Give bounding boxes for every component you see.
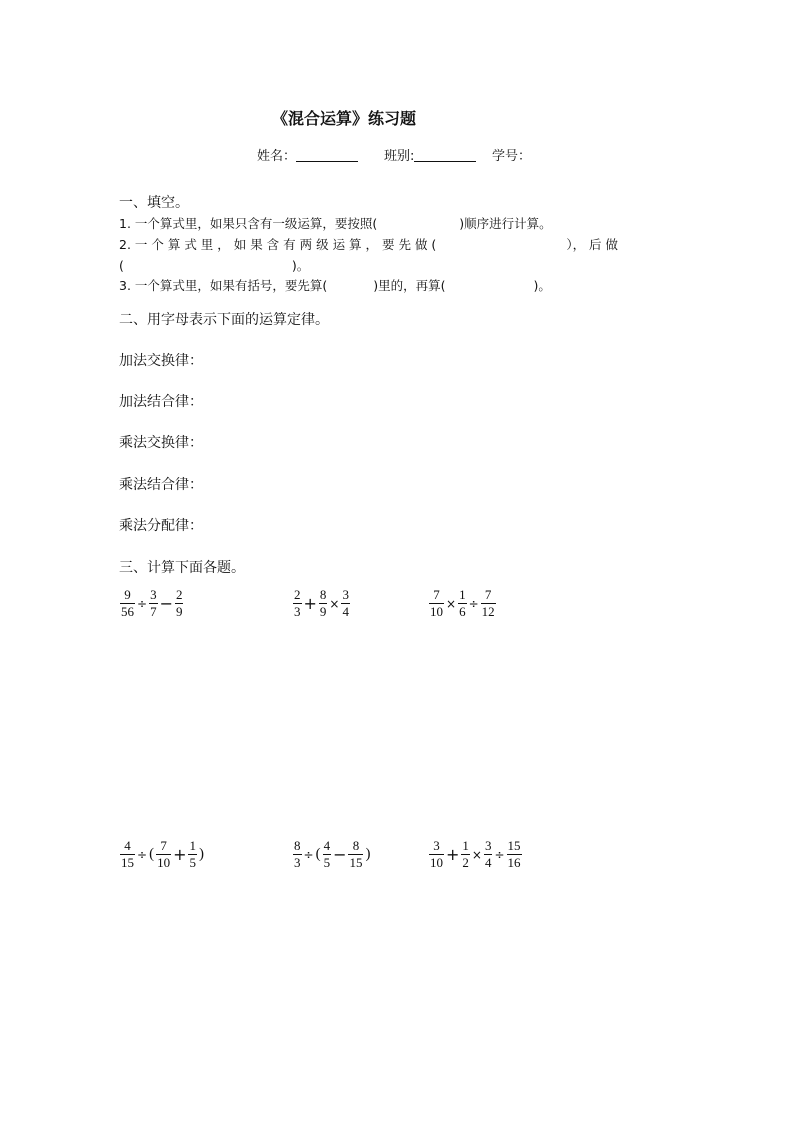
page-title: 《混合运算》练习题 <box>272 109 417 128</box>
problem-5: $\frac{8}{3}$ ÷ ( $\frac{4}{5}$ − $\frac{8}{15}$ ) <box>294 838 371 870</box>
fraction: $\frac{8}{3}$ <box>294 838 301 870</box>
class-label: 班别: <box>384 149 415 164</box>
fraction: $\frac{9}{56}$ <box>121 587 134 619</box>
fraction: $\frac{8}{9}$ <box>319 587 327 619</box>
name-field <box>257 145 358 164</box>
problem-4: $\frac{4}{15}$ ÷ ( $\frac{7}{10}$ + $\frac{1}{5}$ ) <box>121 838 204 870</box>
fraction: $\frac{1}{2}$ <box>462 838 469 870</box>
section1-heading: 一、填空。 <box>119 195 189 211</box>
name-label: 姓名： <box>257 149 297 164</box>
law-multiplication-associative: 乘法结合律： <box>119 477 203 493</box>
fraction: $\frac{3}{10}$ <box>430 838 443 870</box>
fraction: $\frac{7}{12}$ <box>481 587 495 619</box>
fraction: $\frac{3}{4}$ <box>484 838 492 870</box>
name-blank[interactable] <box>296 147 358 162</box>
section2-heading: 二、用字母表示下面的运算定律。 <box>119 312 329 328</box>
problem-1: $\frac{9}{56}$ ÷ $\frac{3}{7}$ − $\frac{2}{9}$ <box>121 587 183 619</box>
fraction: $\frac{3}{7}$ <box>150 587 157 619</box>
problem-3: $\frac{7}{10}$ × $\frac{1}{6}$ ÷ $\frac{7}{12}$ <box>430 587 495 619</box>
fraction: $\frac{4}{15}$ <box>121 838 134 870</box>
problem-6: $\frac{3}{10}$ + $\frac{1}{2}$ × $\frac{3}{4}$ ÷ $\frac{15}{16}$ <box>430 838 521 870</box>
question-1: 1. 一个算式里，如果只含有一级运算，要按照( )顺序进行计算。 <box>119 216 552 231</box>
question-2: 2. 一 个 算 式 里 ， 如 果 含 有 两 级 运 算 ， 要 先 做 ( ）， 后 做 <box>119 237 619 252</box>
number-field <box>492 145 531 164</box>
fraction: $\frac{4}{5}$ <box>323 838 331 870</box>
law-addition-commutative: 加法交换律： <box>119 353 203 369</box>
question-3: 3. 一个算式里，如果有括号，要先算( )里的，再算( )。 <box>119 278 551 293</box>
class-field <box>384 145 476 164</box>
fraction: $\frac{8}{15}$ <box>349 838 363 870</box>
fraction: $\frac{2}{9}$ <box>175 587 183 619</box>
law-multiplication-distributive: 乘法分配律： <box>119 518 203 534</box>
fraction: $\frac{15}{16}$ <box>507 838 521 870</box>
fraction: $\frac{3}{4}$ <box>342 587 349 619</box>
fraction: $\frac{7}{10}$ <box>430 587 443 619</box>
fraction: $\frac{1}{6}$ <box>459 587 466 619</box>
number-label: 学号： <box>492 149 532 164</box>
question-2-cont: ( )。 <box>119 258 310 273</box>
section3-heading: 三、计算下面各题。 <box>119 560 245 576</box>
fraction: $\frac{2}{3}$ <box>294 587 301 619</box>
fraction: $\frac{1}{5}$ <box>189 838 196 870</box>
fraction: $\frac{7}{10}$ <box>157 838 171 870</box>
law-multiplication-commutative: 乘法交换律： <box>119 435 203 451</box>
law-addition-associative: 加法结合律： <box>119 394 203 410</box>
class-blank[interactable] <box>414 147 476 162</box>
problem-2: $\frac{2}{3}$ + $\frac{8}{9}$ × $\frac{3}{4}$ <box>294 587 349 619</box>
